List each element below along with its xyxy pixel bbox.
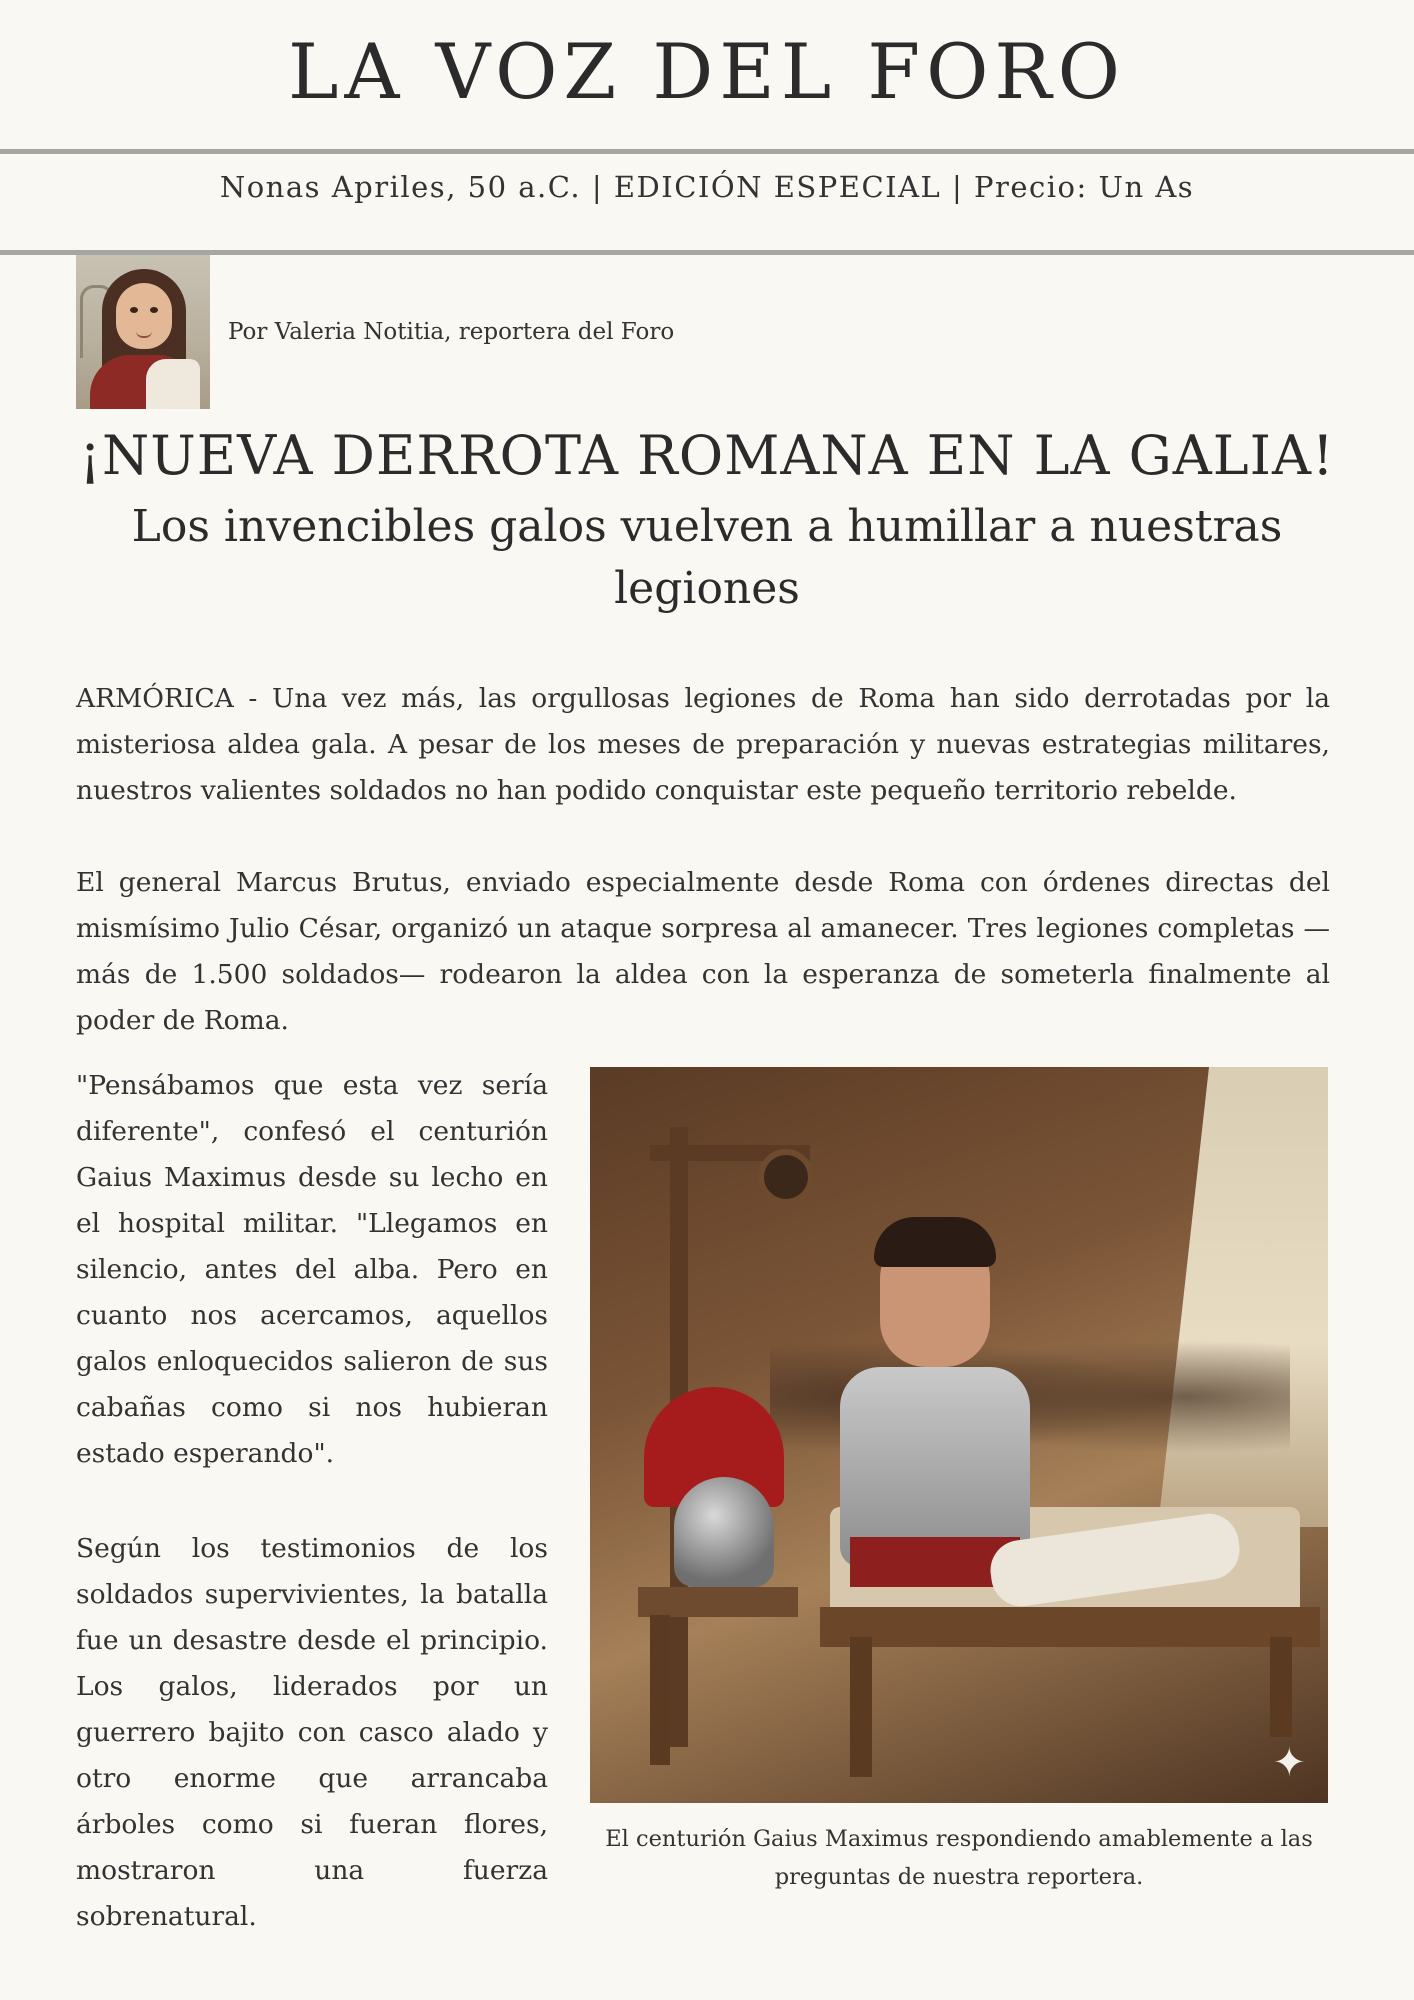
article-subheadline: Los invencibles galos vuelven a humillar a nuestras legiones (131, 501, 1283, 614)
article-paragraph: Según los testimonios de los soldados supervivientes, la batalla fue un desastre desde el principio. Los galos, liderados por un guerrero bajito con casco alado y otro enorme que arrancaba árboles como si fueran flores, mostraron una fuerza sobrenatural. (76, 1533, 548, 1932)
article-photo (590, 1067, 1328, 1803)
photo-caption: El centurión Gaius Maximus respondiendo amablemente a las preguntas de nuestra reportera. (605, 1826, 1313, 1890)
article-headline: ¡NUEVA DERROTA ROMANA EN LA GALIA! (79, 424, 1335, 487)
article-paragraph: El general Marcus Brutus, enviado especialmente desde Roma con órdenes directas del mismísimo Julio César, organizó un ataque sorpresa al amanecer. Tres legiones completas —más de 1.500 soldados— rodearon la aldea con la esperanza de someterla finalmente al poder de Roma. (76, 867, 1330, 1036)
byline (76, 255, 674, 409)
masthead-rule-top (0, 149, 1414, 154)
edition-line: Nonas Apriles, 50 a.C. | EDICIÓN ESPECIAL | Precio: Un As (219, 170, 1195, 204)
masthead-title: LA VOZ DEL FORO (288, 27, 1126, 116)
reporter-avatar (76, 255, 210, 409)
byline-text: Por Valeria Notitia, reportera del Foro (228, 319, 675, 345)
helmet-illustration (674, 1477, 774, 1587)
sparkle-icon: ✦ (1272, 1740, 1306, 1786)
article-paragraph: ARMÓRICA - Una vez más, las orgullosas legiones de Roma han sido derrotadas por la misteriosa aldea gala. A pesar de los meses de preparación y nuevas estrategias militares, nuestros valientes soldados no han podido conquistar este pequeño territorio rebelde. (76, 683, 1330, 806)
article-paragraph: "Pensábamos que esta vez sería diferente", confesó el centurión Gaius Maximus desde su lecho en el hospital militar. "Llegamos en silencio, antes del alba. Pero en cuanto nos acercamos, aquellos galos enloquecidos salieron de sus cabañas como si nos hubieran estado esperando". (76, 1070, 548, 1469)
